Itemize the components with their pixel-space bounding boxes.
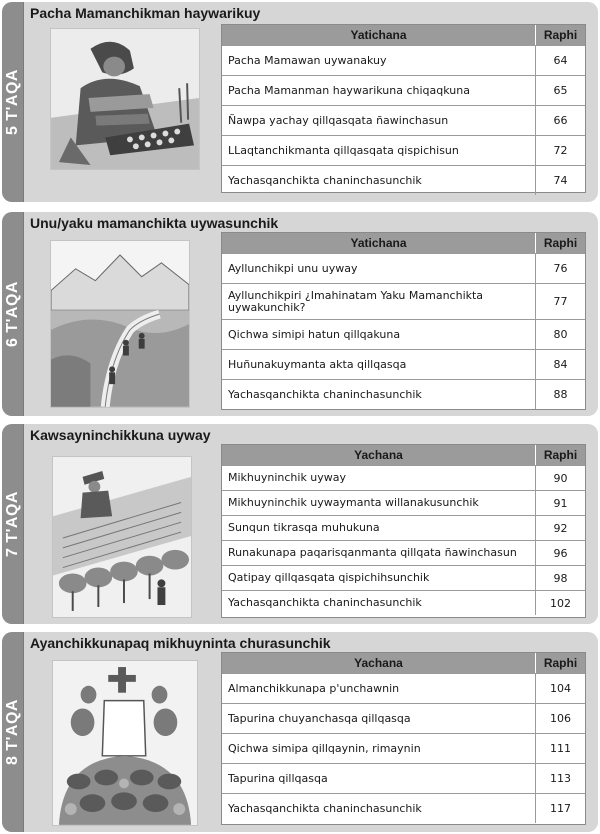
table-row [222,75,585,105]
unit-tab-label: 8 T'AQA [3,699,21,765]
page-number: 113 [535,764,585,793]
header-page: Raphi [535,445,585,465]
page-number: 76 [535,254,585,283]
lesson-title: Ayllunchikpi unu uyway [228,261,358,275]
table-row [222,465,585,490]
unit-section-8 [2,632,598,832]
unit-title: Ayanchikkunapaq mikhuyninta churasunchik [30,635,331,651]
page-number: 90 [535,466,585,490]
unit-tab [2,2,24,202]
table-row [222,379,585,409]
table-row [222,733,585,763]
unit-tab [2,632,24,832]
lesson-title: Tapurina chuyanchasqa qillqasqa [228,711,411,725]
page-number: 77 [535,284,585,319]
header-title: Yatichana [350,28,407,42]
unit-section-7 [2,424,598,624]
page-number: 117 [535,794,585,823]
page-number: 98 [535,566,585,590]
table-row [222,703,585,733]
page-number: 72 [535,136,585,165]
unit-tab [2,424,24,624]
table-row [222,590,585,615]
lesson-title: Yachasqanchikta chaninchasunchik [228,596,422,609]
page-number: 111 [535,734,585,763]
unit-title: Unu/yaku mamanchikta uywasunchik [30,215,279,231]
table-header [222,653,585,673]
table-header [222,445,585,465]
header-page: Raphi [535,25,585,45]
farmers-field-illustration [52,456,192,618]
lesson-title: Runakunapa paqarisqanmanta qillqata ñawinchasun [228,546,517,559]
unit-section-5 [2,2,598,202]
lesson-title: Ñawpa yachay qillqasqata ñawinchasun [228,113,449,127]
table-row [222,763,585,793]
contents-table [221,652,586,825]
table-header [222,233,585,253]
header-title: Yachana [354,448,403,462]
table-row [222,165,585,195]
unit-tab-label: 5 T'AQA [3,69,21,135]
contents-table [221,24,586,193]
lesson-title: Ayllunchikpiri ¿Imahinatam Yaku Mamanchikta uywakunchik? [228,288,484,314]
page-number: 88 [535,380,585,409]
unit-tab-label: 7 T'AQA [3,491,21,557]
contents-table [221,232,586,410]
page-number: 106 [535,704,585,733]
table-row [222,673,585,703]
table-row [222,565,585,590]
lesson-title: Pacha Mamanman haywarikuna chiqaqkuna [228,83,470,97]
table-row [222,490,585,515]
page-number: 65 [535,76,585,105]
page-number: 91 [535,491,585,515]
lesson-title: Qichwa simipa qillqaynin, rimaynin [228,741,421,755]
header-title: Yatichana [350,236,407,250]
table-row [222,540,585,565]
table-header [222,25,585,45]
lesson-title: Sunqun tikrasqa muhukuna [228,521,380,534]
table-row [222,105,585,135]
page-number: 64 [535,46,585,75]
table-row [222,45,585,75]
table-row [222,515,585,540]
offering-woman-illustration [50,28,200,170]
lesson-title: Mikhuyninchik uywaymanta willanakusunchik [228,496,479,509]
lesson-title: Pacha Mamawan uywanakuy [228,53,387,67]
table-row [222,253,585,283]
lesson-title: Almanchikkunapa p'unchawnin [228,681,400,695]
page-number: 74 [535,166,585,195]
lesson-title: Huñunakuymanta akta qillqasqa [228,357,407,371]
header-page: Raphi [535,233,585,253]
table-row [222,283,585,319]
lesson-title: Yachasqanchikta chaninchasunchik [228,801,422,815]
lesson-title: LLaqtanchikmanta qillqasqata qispichisun [228,143,459,157]
unit-title: Kawsayninchikkuna uyway [30,427,211,443]
lesson-title: Qatipay qillqasqata qispichihsunchik [228,571,430,584]
lesson-title: Qichwa simipi hatun qillqakuna [228,327,401,341]
page-number: 80 [535,320,585,349]
table-row [222,319,585,349]
unit-section-6 [2,212,598,416]
lesson-title: Yachasqanchikta chaninchasunchik [228,173,422,187]
unit-tab-label: 6 T'AQA [3,281,21,347]
page-number: 96 [535,541,585,565]
page-number: 104 [535,674,585,703]
contents-table [221,444,586,618]
altar-offering-illustration [52,660,198,826]
page-number: 102 [535,591,585,615]
lesson-title: Yachasqanchikta chaninchasunchik [228,387,422,401]
lesson-title: Tapurina qillqasqa [228,771,328,785]
mountain-canal-illustration [50,240,190,408]
page-number: 66 [535,106,585,135]
header-page: Raphi [535,653,585,673]
table-row [222,135,585,165]
unit-tab [2,212,24,416]
table-row [222,793,585,823]
lesson-title: Mikhuyninchik uyway [228,471,347,484]
header-title: Yachana [354,656,403,670]
page-number: 92 [535,516,585,540]
table-row [222,349,585,379]
page-number: 84 [535,350,585,379]
unit-title: Pacha Mamanchikman haywarikuy [30,5,261,21]
